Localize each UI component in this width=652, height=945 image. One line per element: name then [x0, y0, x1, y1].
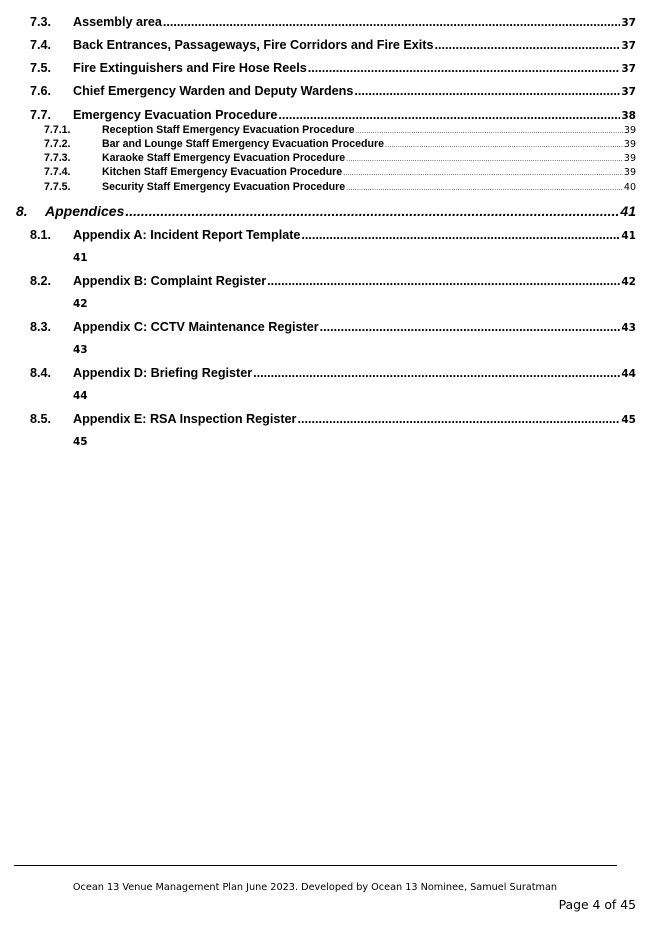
toc-page-number: 44: [621, 368, 636, 380]
toc-entry-8-3[interactable]: [30, 320, 636, 334]
toc-orphan-page-number: 45: [73, 436, 88, 448]
toc-leader: [253, 366, 620, 380]
toc-title: Appendix C: CCTV Maintenance Register: [73, 320, 319, 334]
toc-entry-7-7-3[interactable]: [44, 152, 636, 164]
toc-number: 7.7.2.: [44, 138, 71, 150]
toc-title: Appendix A: Incident Report Template: [73, 228, 301, 242]
toc-entry-7-4[interactable]: [30, 38, 636, 52]
toc-orphan-page-number: 44: [73, 390, 88, 402]
toc-leader: [163, 15, 620, 29]
toc-page-number: 41: [621, 230, 636, 242]
toc-page-number: 43: [621, 322, 636, 334]
toc-leader: [385, 142, 623, 149]
toc-entry-7-5[interactable]: [30, 61, 636, 75]
toc-page-number: 40: [623, 182, 636, 193]
toc-entry-8[interactable]: [16, 203, 636, 219]
toc-leader: [343, 170, 623, 177]
toc-entry-7-7-2[interactable]: [44, 138, 636, 150]
toc-number: 7.4.: [30, 38, 52, 52]
toc-orphan-page-number: 41: [73, 252, 88, 264]
toc-leader: [278, 108, 620, 122]
toc-leader: [125, 203, 619, 219]
toc-page-number: 37: [621, 63, 636, 75]
toc-leader: [434, 38, 620, 52]
toc-page-number: 37: [621, 40, 636, 52]
toc-number: 7.7.4.: [44, 166, 71, 178]
toc-entry-7-7-4[interactable]: [44, 166, 636, 178]
toc-number: 7.7.3.: [44, 152, 71, 164]
toc-title: Back Entrances, Passageways, Fire Corridors and Fire Exits: [73, 38, 434, 52]
toc-orphan-page-number: 42: [73, 298, 88, 310]
toc-page-number: 42: [621, 276, 636, 288]
toc-leader: [356, 128, 623, 135]
toc-leader: [267, 274, 620, 288]
toc-leader: [308, 61, 621, 75]
toc-number: 7.7.1.: [44, 124, 71, 136]
toc-page-number: 45: [621, 414, 636, 426]
toc-entry-7-7[interactable]: [30, 108, 636, 122]
toc-title: Chief Emergency Warden and Deputy Wardens: [73, 84, 354, 98]
toc-number: 8.4.: [30, 366, 52, 380]
toc-title: Emergency Evacuation Procedure: [73, 108, 278, 122]
toc-title: Appendices: [45, 203, 125, 219]
toc-orphan-page-number: 43: [73, 344, 88, 356]
toc-title: Fire Extinguishers and Fire Hose Reels: [73, 61, 307, 75]
toc-page-number: 37: [621, 86, 636, 98]
toc-number: 8.2.: [30, 274, 52, 288]
toc-page-number: 39: [623, 153, 636, 164]
toc-number: 8.1.: [30, 228, 52, 242]
toc-title: Kitchen Staff Emergency Evacuation Procedure: [102, 166, 343, 178]
toc-title: Bar and Lounge Staff Emergency Evacuation Procedure: [102, 138, 384, 150]
toc-entry-8-2[interactable]: [30, 274, 636, 288]
toc-entry-8-1[interactable]: [30, 228, 636, 242]
toc-page-number: 37: [621, 17, 636, 29]
toc-entry-7-3[interactable]: [30, 15, 636, 29]
toc-entry-8-5[interactable]: [30, 412, 636, 426]
toc-number: 7.7.: [30, 108, 52, 122]
toc-number: 7.5.: [30, 61, 52, 75]
toc-title: Appendix E: RSA Inspection Register: [73, 412, 297, 426]
toc-entry-7-7-5[interactable]: [44, 181, 636, 193]
page-number: Page 4 of 45: [558, 897, 636, 912]
toc-leader: [346, 185, 623, 192]
toc-title: Appendix D: Briefing Register: [73, 366, 253, 380]
toc-title: Assembly area: [73, 15, 162, 29]
toc-number: 7.6.: [30, 84, 52, 98]
footer-divider: [14, 865, 617, 866]
toc-entry-7-6[interactable]: [30, 84, 636, 98]
toc-leader: [354, 84, 620, 98]
toc-leader: [301, 228, 620, 242]
toc-page-number: 41: [620, 203, 636, 219]
toc-number: 7.3.: [30, 15, 52, 29]
toc-leader: [320, 320, 621, 334]
toc-title: Security Staff Emergency Evacuation Procedure: [102, 181, 346, 193]
toc-title: Karaoke Staff Emergency Evacuation Procedure: [102, 152, 346, 164]
toc-page-number: 39: [623, 167, 636, 178]
toc-title: Appendix B: Complaint Register: [73, 274, 267, 288]
toc-page-number: 39: [623, 125, 636, 136]
toc-title: Reception Staff Emergency Evacuation Procedure: [102, 124, 355, 136]
toc-entry-8-4[interactable]: [30, 366, 636, 380]
toc-number: 7.7.5.: [44, 181, 71, 193]
toc-number: 8.5.: [30, 412, 52, 426]
toc-leader: [346, 156, 623, 163]
toc-page-number: 39: [623, 139, 636, 150]
toc-leader: [297, 412, 620, 426]
toc-number: 8.: [16, 203, 28, 219]
toc-entry-7-7-1[interactable]: [44, 124, 636, 136]
toc-number: 8.3.: [30, 320, 52, 334]
toc-page-number: 38: [621, 110, 636, 122]
footer-text: Ocean 13 Venue Management Plan June 2023. Developed by Ocean 13 Nominee, Samuel Suratman: [72, 882, 558, 893]
